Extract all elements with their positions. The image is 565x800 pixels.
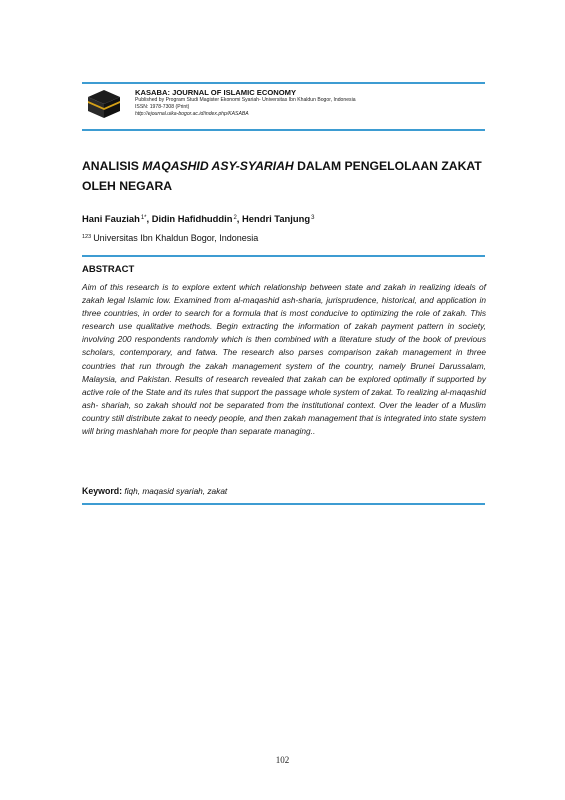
title-prefix: ANALISIS (82, 159, 143, 173)
journal-name: KASABA: JOURNAL OF ISLAMIC ECONOMY (135, 88, 297, 97)
title-suffix: DALAM PENGELOLAAN ZAKAT OLEH NEGARA (82, 159, 482, 193)
abstract-heading: ABSTRACT (82, 264, 135, 275)
author-name: Hani Fauziah (82, 213, 140, 224)
journal-url[interactable]: http://ejournal.uika-bogor.ac.id/index.php/KASABA (135, 111, 249, 118)
author-list: Hani Fauziah$^{1*}$, Didin Hafidhuddin$^2$, Hendri Tanjung$^3$ (82, 213, 315, 224)
affiliation-text: Universitas Ibn Khaldun Bogor, Indonesia (93, 233, 259, 243)
affiliation-sup: 123 (82, 234, 92, 240)
abstract-rule-top (82, 255, 485, 257)
keywords-line (82, 486, 227, 496)
keyword-label: Keyword: (82, 486, 123, 496)
author-name: Hendri Tanjung (242, 213, 311, 224)
keyword-values: fiqh, maqasid syariah, zakat (122, 486, 228, 496)
abstract-rule-bottom (82, 503, 485, 505)
header-rule-bottom (82, 129, 485, 131)
journal-header (88, 88, 488, 124)
journal-info (135, 88, 356, 119)
page-number: 102 (275, 755, 290, 765)
author-name: Didin Hafidhuddin (151, 213, 233, 224)
abstract-text: Aim of this research is to explore extent which relationship between state and zakah in realizing ideals of zakah legal Islamic low. Examined from al-maqashid ash-sharia, jurisprudence, historical, and application in three countries, in order to search for a formula that is most conducive to optimizing the role of zakah. This research use qualitative methods. Begin extracting the information of zakah payment pattern in society, involving 200 respondents randomly which is then combined with a literature study of the book of previous scholars, contemporary, and fatwa. The research also parses comparison zakah management in three countries that run through the zakah management system of the country, namely Brunei Darussalam, Malaysia, and Pakistan. Results of research revealed that zakah can be explored optimally if supported by active role of the State and its rules that support the passage whole system of zakat. To realizing al-maqashid ash- shariah, so zakah should not be separated from the institutional context. Over the leader of a Muslim country still distribute zakat to needy people, and then zakah management that is integrated into state system will bring mashlahah more for people than separate managing.. (82, 282, 486, 437)
affiliation (82, 233, 258, 243)
journal-publisher: Published by Program Studi Magister Ekonomi Syariah- Universitas Ibn Khaldun Bogor, Indonesia (135, 97, 356, 103)
kaaba-logo-icon (88, 90, 120, 118)
header-rule-top (82, 82, 485, 84)
author-sup: 2 (233, 215, 237, 221)
article-title (82, 156, 492, 196)
title-italic: MAQASHID ASY-SYARIAH (142, 159, 294, 173)
journal-issn: ISSN: 1978-7308 (Print) (135, 104, 190, 111)
author-sup: 3 (311, 215, 315, 221)
author-sup: 1* (140, 215, 147, 221)
